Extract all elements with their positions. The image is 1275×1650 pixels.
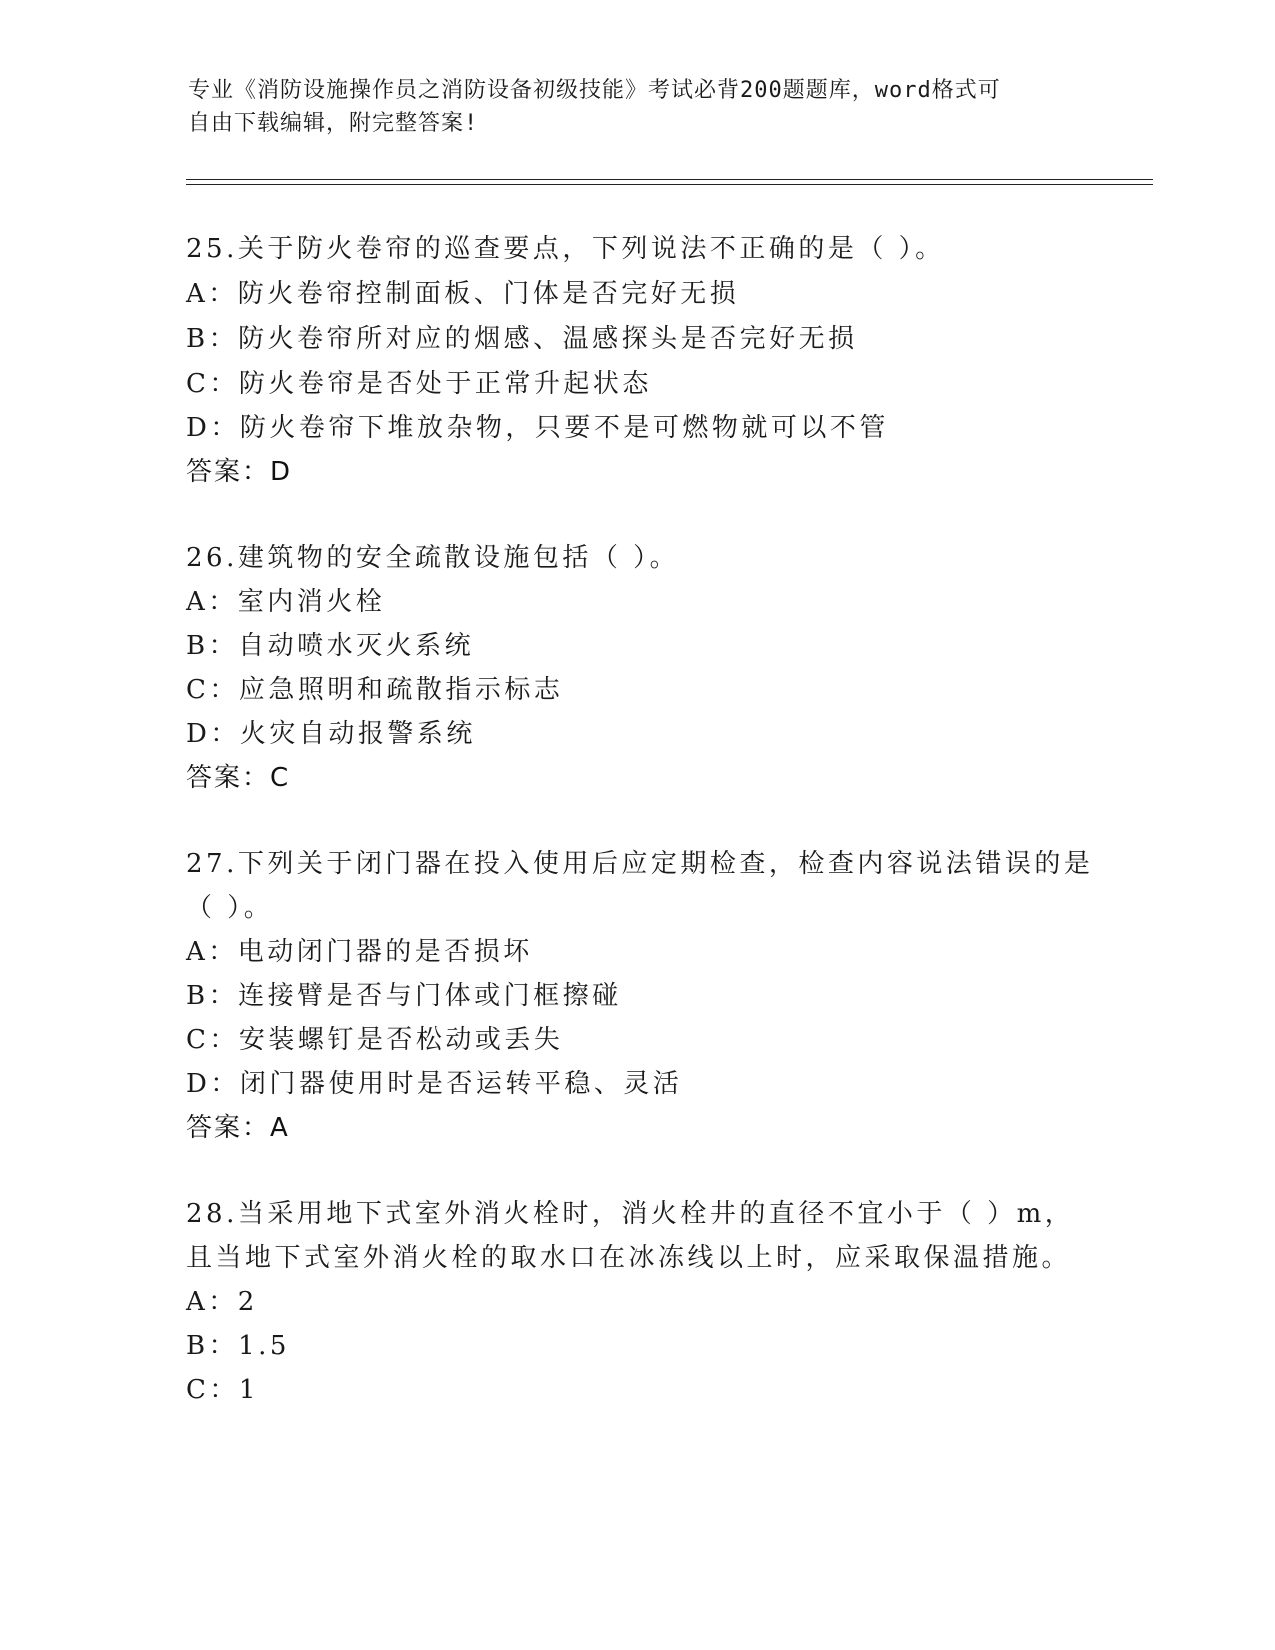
- header-divider-top: [186, 179, 1153, 180]
- question-stem-continued: （ ）。: [186, 893, 274, 923]
- question-stem: 28.当采用地下式室外消火栓时，消火栓井的直径不宜小于（ ）m，: [186, 1199, 1075, 1229]
- question-stem: 25.关于防火卷帘的巡查要点，下列说法不正确的是（ ）。: [186, 234, 945, 264]
- option-a: A：室内消火栓: [186, 587, 386, 617]
- option-a: A：电动闭门器的是否损坏: [186, 937, 533, 967]
- option-a: A：2: [186, 1287, 258, 1317]
- option-b: B：连接臂是否与门体或门框擦碰: [186, 981, 622, 1011]
- answer-label: 答案：A: [186, 1113, 290, 1143]
- option-c: C：1: [186, 1375, 259, 1405]
- answer-label: 答案：C: [186, 763, 291, 793]
- option-d: D：闭门器使用时是否运转平稳、灵活: [186, 1069, 683, 1099]
- option-c: C：安装螺钉是否松动或丢失: [186, 1025, 564, 1055]
- header-line-2: 自由下载编辑，附完整答案!: [188, 111, 479, 136]
- option-d: D：防火卷帘下堆放杂物，只要不是可燃物就可以不管: [186, 413, 889, 443]
- header-line-1: 专业《消防设施操作员之消防设备初级技能》考试必背200题题库，word格式可: [188, 78, 1001, 103]
- question-stem: 27.下列关于闭门器在投入使用后应定期检查，检查内容说法错误的是: [186, 849, 1094, 879]
- answer-label: 答案：D: [186, 457, 293, 487]
- question-stem-continued: 且当地下式室外消火栓的取水口在冰冻线以上时，应采取保温措施。: [186, 1243, 1072, 1273]
- option-c: C：防火卷帘是否处于正常升起状态: [186, 369, 652, 399]
- option-a: A：防火卷帘控制面板、门体是否完好无损: [186, 279, 740, 309]
- option-c: C：应急照明和疏散指示标志: [186, 675, 564, 705]
- question-stem: 26.建筑物的安全疏散设施包括（ ）。: [186, 543, 680, 573]
- option-b: B：自动喷水灭火系统: [186, 631, 475, 661]
- option-b: B：1.5: [186, 1331, 290, 1361]
- document-header: [188, 74, 1068, 140]
- header-divider-bottom: [186, 184, 1153, 185]
- option-d: D：火灾自动报警系统: [186, 719, 476, 749]
- option-b: B：防火卷帘所对应的烟感、温感探头是否完好无损: [186, 324, 858, 354]
